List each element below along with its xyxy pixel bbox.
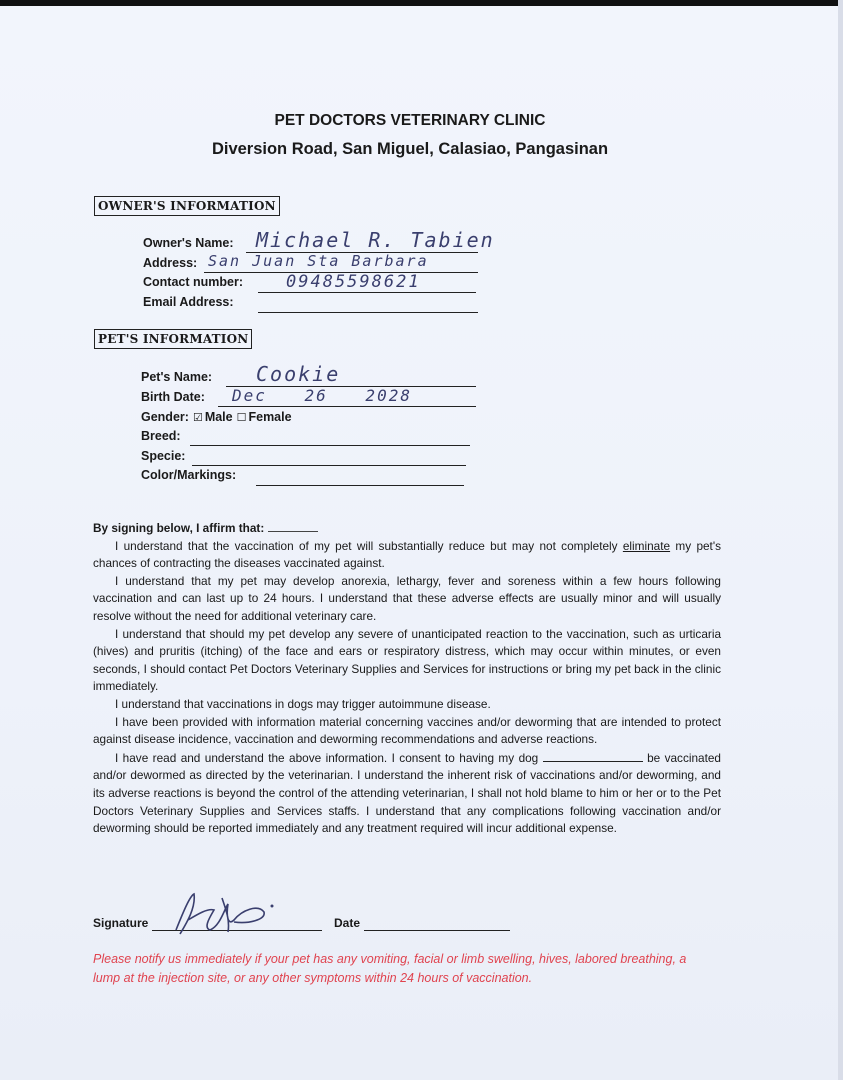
owner-name-field[interactable]: Michael R. Tabien (256, 228, 495, 252)
female-label: Female (248, 410, 292, 424)
address-label: Address: (143, 256, 198, 270)
signature-scribble (168, 890, 278, 938)
email-label: Email Address: (143, 295, 234, 309)
color-markings-line[interactable] (256, 485, 464, 486)
female-checkbox[interactable]: ☐ (236, 412, 247, 424)
clinic-address: Diversion Road, San Miguel, Calasiao, Pangasinan (211, 140, 609, 158)
birth-date-line (218, 406, 476, 407)
consent-paragraph-5: I have been provided with information material concerning vaccines and/or deworming that are intended to protect against disease incidence, vaccination and deworming recommendations and adverse reactions. (93, 714, 721, 747)
email-line (258, 312, 478, 313)
male-checkbox-checked[interactable]: ☑ (192, 412, 203, 424)
specie-label: Specie: (141, 449, 186, 463)
breed-line[interactable] (190, 445, 470, 446)
consent-paragraph-2: I understand that my pet may develop anorexia, lethargy, fever and soreness within a few hours following vaccination and can last up to 24 hours. I understand that these adverse effects are usually minor and will usually resolve without the need for additional veterinary care. (93, 573, 721, 623)
consent-p6-text-b: be vaccinated and/or dewormed as directed by the veterinarian. I understand the inherent risk of vaccinations and/or deworming, and its adverse reactions is beyond the control of the attending veterinarian, I shall not hold blame to him or her or to the Pet Doctors Veterinary Supplies and Services staffs. I understand that any complications following vaccination and/or deworming should be reported immediately and any treatment required will incur additional expense. (93, 750, 721, 836)
consent-p1-text-b: my pet's chances of contracting the diseases vaccinated against. (93, 538, 721, 571)
consent-paragraph-4: I understand that vaccinations in dogs may trigger autoimmune disease. (115, 696, 491, 711)
pet-section-heading: PET'S INFORMATION (94, 329, 252, 349)
stray-pen-mark (268, 525, 318, 532)
birth-date-field[interactable]: Dec 26 2028 (232, 386, 412, 405)
signature-label: Signature (93, 916, 149, 930)
clinic-name: PET DOCTORS VETERINARY CLINIC (274, 112, 546, 129)
pet-name-field[interactable]: Cookie (256, 362, 341, 386)
consent-intro-text: By signing below, I affirm that: (93, 521, 265, 535)
specie-line[interactable] (192, 465, 466, 466)
contact-field[interactable]: 09485598621 (286, 272, 421, 292)
consent-p6-text-a: I have read and understand the above information. I consent to having my dog (115, 750, 543, 765)
consent-paragraph-6 (93, 749, 721, 838)
birth-date-label: Birth Date: (141, 390, 205, 404)
consent-paragraph-1 (93, 538, 721, 573)
address-field[interactable]: San Juan Sta Barbara (208, 252, 429, 270)
scan-right-edge (838, 0, 843, 1080)
gender-row (141, 410, 292, 424)
consent-block (93, 520, 721, 838)
date-line[interactable] (364, 930, 510, 931)
aftercare-notice: Please notify us immediately if your pet has any vomiting, facial or limb swelling, hives, labored breathing, a lump at the injection site, or any other symptoms within 24 hours of vaccination. (93, 952, 687, 985)
owner-section-heading: OWNER'S INFORMATION (94, 196, 280, 216)
consent-paragraph-3: I understand that should my pet develop any severe of unanticipated reaction to the vaccination, such as urticaria (hives) and pruritis (itching) of the face and ears or respiratory distress, which may occur within minutes, or even seconds, I should contact Pet Doctors Veterinary Supplies and Services for instructions or bring my pet back in the clinic immediately. (93, 626, 721, 694)
date-label: Date (334, 916, 361, 930)
male-label: Male (204, 410, 233, 424)
pet-name-label: Pet's Name: (141, 370, 213, 384)
breed-label: Breed: (141, 429, 181, 443)
contact-line (258, 292, 476, 293)
dog-name-blank[interactable] (543, 749, 643, 762)
owner-name-label: Owner's Name: (143, 236, 234, 250)
consent-p1-underlined: eliminate (622, 538, 671, 553)
gender-label: Gender: (141, 410, 189, 424)
consent-intro (93, 520, 721, 538)
color-markings-label: Color/Markings: (141, 468, 237, 482)
consent-p1-text-a: I understand that the vaccination of my pet will substantially reduce but may not completely (115, 538, 623, 553)
contact-label: Contact number: (143, 275, 243, 289)
